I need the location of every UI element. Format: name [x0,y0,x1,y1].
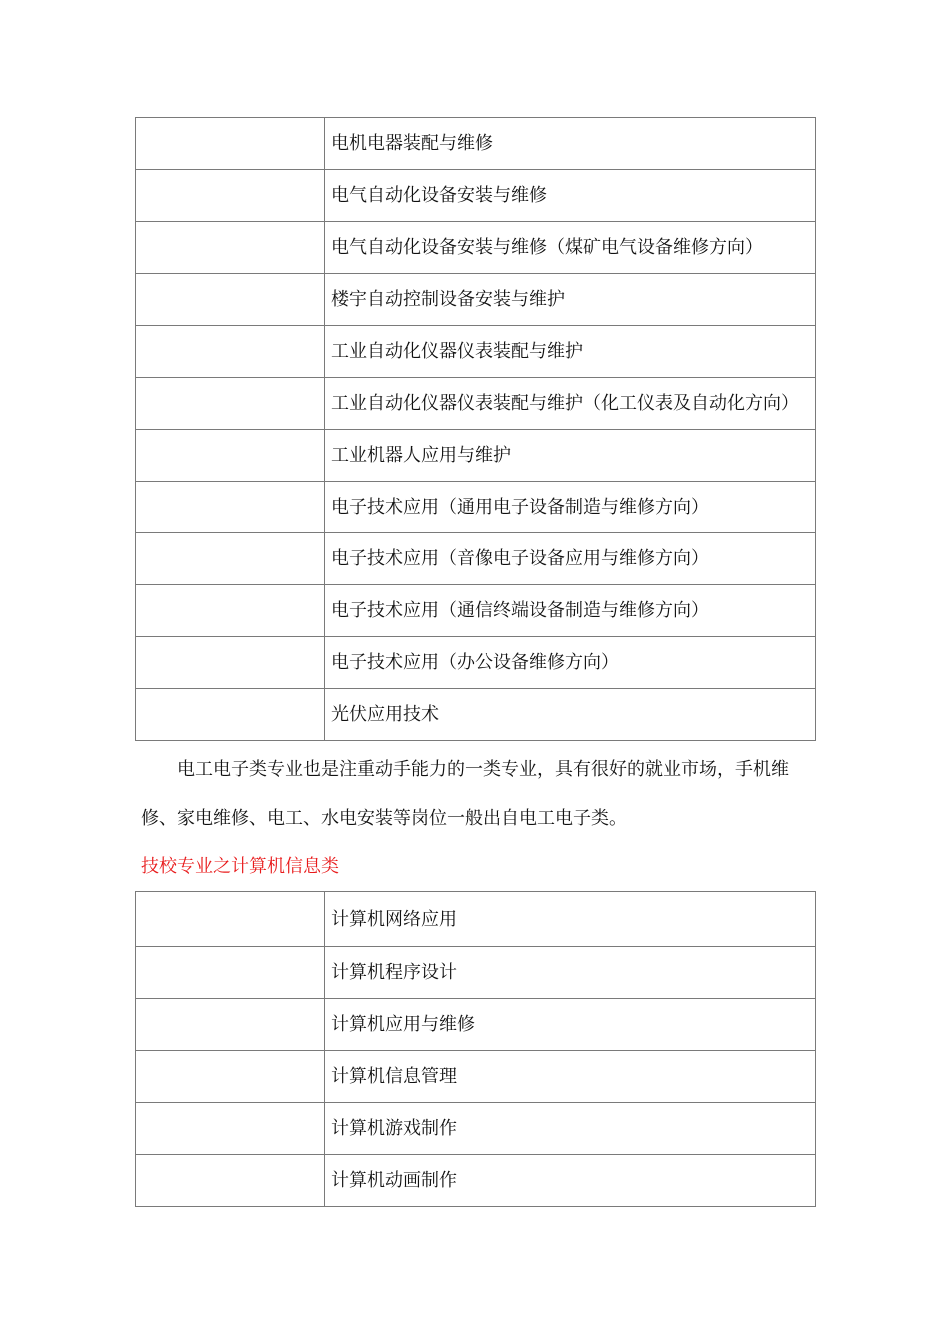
major-name: 工业自动化仪器仪表装配与维护 [325,326,816,378]
major-name: 楼宇自动控制设备安装与维护 [325,274,816,326]
computer-majors-table [135,891,816,1207]
major-name: 电子技术应用（音像电子设备应用与维修方向） [325,533,816,585]
table-cell-empty [136,689,325,741]
table-cell-empty [136,637,325,689]
table-cell-empty [136,533,325,585]
table-row [136,947,816,999]
major-name: 计算机网络应用 [325,892,816,947]
major-name: 计算机信息管理 [325,1051,816,1103]
table-cell-empty [136,170,325,222]
table-row [136,637,816,689]
table-row [136,274,816,326]
table-row [136,1051,816,1103]
table-cell-empty [136,1155,325,1207]
table-row [136,222,816,274]
table-cell-empty [136,274,325,326]
table-row [136,1155,816,1207]
electrical-majors-table [135,117,816,741]
table-row [136,892,816,947]
major-name: 电气自动化设备安装与维修 [325,170,816,222]
table-row [136,482,816,533]
body-paragraph: 电工电子类专业也是注重动手能力的一类专业，具有很好的就业市场，手机维修、家电维修、电工、水电安装等岗位一般出自电工电子类。 [141,759,789,829]
major-name: 电气自动化设备安装与维修（煤矿电气设备维修方向） [325,222,816,274]
table-cell-empty [136,1103,325,1155]
major-name: 光伏应用技术 [325,689,816,741]
table-row [136,689,816,741]
table-row [136,533,816,585]
table-cell-empty [136,482,325,533]
table-cell-empty [136,118,325,170]
table-row [136,1103,816,1155]
major-name: 电子技术应用（通信终端设备制造与维修方向） [325,585,816,637]
major-name: 电机电器装配与维修 [325,118,816,170]
table-row [136,326,816,378]
major-name: 电子技术应用（通用电子设备制造与维修方向） [325,482,816,533]
table-cell-empty [136,222,325,274]
table-row [136,378,816,430]
section-heading: 技校专业之计算机信息类 [141,856,339,877]
major-name: 电子技术应用（办公设备维修方向） [325,637,816,689]
table-cell-empty [136,892,325,947]
major-name: 计算机程序设计 [325,947,816,999]
table-row [136,118,816,170]
table-cell-empty [136,947,325,999]
table-row [136,170,816,222]
table-cell-empty [136,430,325,482]
major-name: 计算机游戏制作 [325,1103,816,1155]
table-row [136,430,816,482]
major-name: 工业自动化仪器仪表装配与维护（化工仪表及自动化方向） [325,378,816,430]
table-row [136,999,816,1051]
major-name: 计算机应用与维修 [325,999,816,1051]
table-cell-empty [136,999,325,1051]
table-cell-empty [136,585,325,637]
table-cell-empty [136,378,325,430]
major-name: 工业机器人应用与维护 [325,430,816,482]
table-row [136,585,816,637]
major-name: 计算机动画制作 [325,1155,816,1207]
table-cell-empty [136,1051,325,1103]
table-cell-empty [136,326,325,378]
